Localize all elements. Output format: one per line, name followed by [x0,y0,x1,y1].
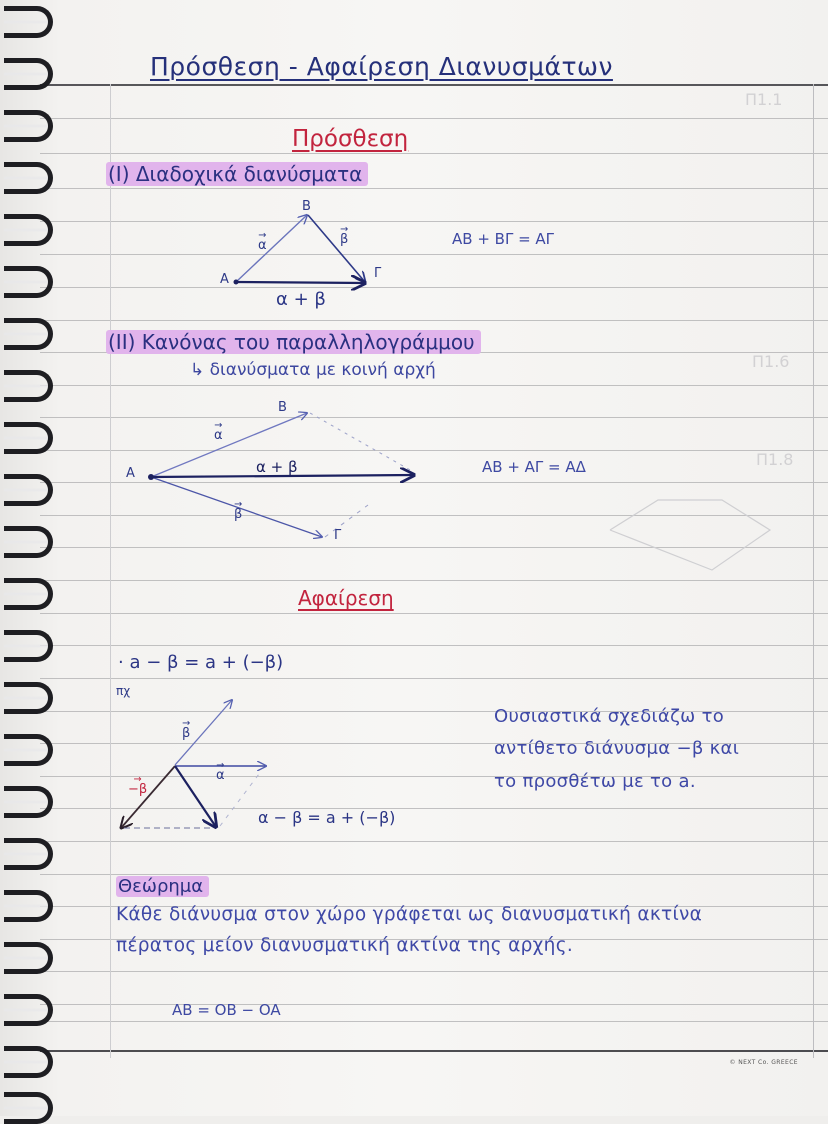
subtraction-heading: Αφαίρεση [298,586,394,610]
example-label: πχ [116,684,131,698]
publisher-mark: © NEXT Co. GREECE [729,1059,798,1066]
section-2-highlight: (ΙΙ) Κανόνας του παραλληλογράμμου [106,330,481,354]
point-b-label: B [302,199,311,214]
point-a-label: A [220,272,229,287]
point-a-label: A [126,466,135,481]
vector-b-label: → β [234,507,242,522]
point-b-label: B [278,400,287,415]
point-gamma-label: Γ [334,528,342,543]
section-2-formula: AB + AΓ = AΔ [482,458,586,476]
section-1-formula: AB + BΓ = AΓ [452,230,555,248]
subtraction-explanation-line: το προσθέτω με το a. [494,771,696,792]
bleed-through-text: Π1.6 [752,352,790,371]
theorem-heading [116,876,209,897]
bleed-through-text: Π1.1 [745,90,783,109]
negative-b-label: → −β [128,782,147,797]
subtraction-result-formula: α − β = a + (−β) [258,808,396,827]
sum-label: α + β [276,289,326,310]
subtraction-explanation-line: Ουσιαστικά σχεδιάζω το [494,706,725,727]
vector-b-label: → β [340,232,348,247]
page-title: Πρόσθεση - Αφαίρεση Διανυσμάτων [150,52,613,81]
theorem-line: πέρατος μείον διανυσματική ακτίνα της αρχής. [116,935,574,956]
theorem-formula: AB = OB − OA [172,1001,281,1019]
vector-b-label: → β [182,726,190,741]
vector-a-label: → α [216,768,225,783]
vector-a-label: → α [258,238,267,253]
subtraction-rule: · a − β = a + (−β) [118,652,284,673]
section-2-note: ↳ διανύσματα με κοινή αρχή [190,360,436,380]
section-1-highlight: (Ι) Διαδοχικά διανύσματα [106,162,368,186]
vector-a-label: → α [214,428,223,443]
sum-label: α + β [256,458,298,476]
bleed-through-text: Π1.8 [756,450,794,469]
point-gamma-label: Γ [374,266,382,281]
subtraction-explanation-line: αντίθετο διάνυσμα −β και [494,738,740,759]
addition-heading: Πρόσθεση [292,126,409,152]
theorem-line: Κάθε διάνυσμα στον χώρο γράφεται ως διανυσματική ακτίνα [116,904,703,925]
theorem-highlight: Θεώρημα [116,876,209,897]
